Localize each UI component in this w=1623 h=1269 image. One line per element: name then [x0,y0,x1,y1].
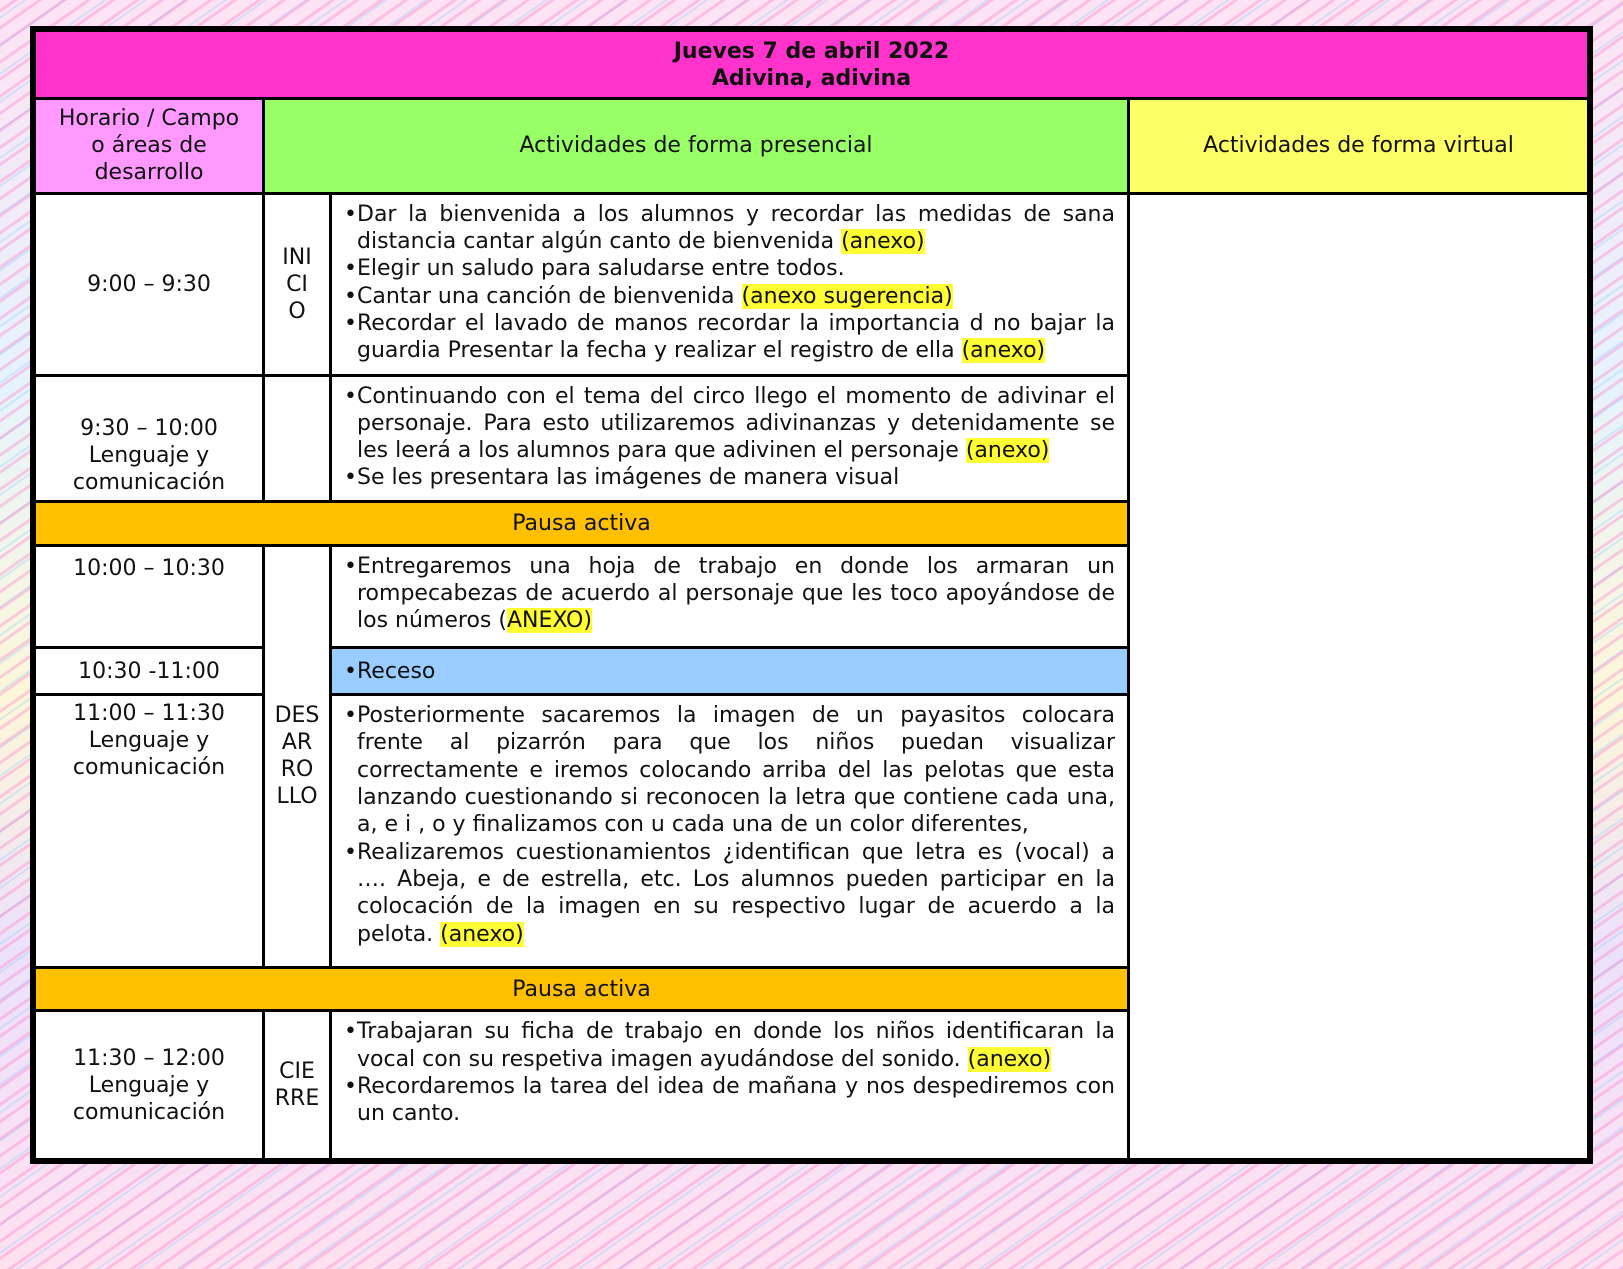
recess-cell [331,648,1129,695]
list-item: • Cantar una canción de bienvenida (anexo sugerencia) [344,283,1115,310]
list-item: • Dar la bienvenida a los alumnos y recordar las medidas de sana distancia cantar algún canto de bienvenida (anexo) [344,201,1115,256]
activity-title: Adivina, adivina [711,65,912,91]
annex-highlight: (anexo sugerencia) [741,283,953,309]
list-item: • Entregaremos una hoja de trabajo en donde los armaran un rompecabezas de acuerdo al personaje que les toco apoyándose de los números (ANEXO) [344,553,1115,635]
time-cell: 11:30 – 12:00 Lenguaje y comunicación [35,1011,264,1160]
annex-highlight: ANEXO) [506,608,592,634]
activity-cell [331,545,1129,648]
activity-list [344,201,1115,365]
time-cell: 10:00 – 10:30 [35,545,264,648]
schedule-table [33,29,1590,1161]
annex-highlight: (anexo) [440,921,524,947]
list-item: • Elegir un saludo para saludarse entre todos. [344,255,1115,282]
title-cell [35,31,1589,99]
schedule-column-header: Horario / Campo o áreas de desarrollo [35,99,264,194]
annex-highlight: (anexo) [961,338,1046,364]
list-item: • Recordar el lavado de manos recordar la importancia d no bajar la guardia Presentar la fecha y realizar el registro de ella (anexo) [344,310,1115,365]
phase-inicio: INI CI O [264,193,331,375]
activity-cell [331,375,1129,501]
phase-empty [264,375,331,501]
annex-highlight: (anexo) [965,438,1050,464]
time-cell: 9:30 – 10:00 Lenguaje y comunicación [35,375,264,501]
virtual-activities-cell [1129,193,1589,1159]
in-person-column-header: Actividades de forma presencial [264,99,1129,194]
phase-desarrollo: DES AR RO LLO [264,545,331,967]
activity-cell [331,695,1129,968]
list-item: • Receso [344,658,1115,685]
annex-highlight: (anexo) [841,229,925,255]
active-break-row: Pausa activa [35,967,1129,1011]
list-item: • Se les presentara las imágenes de manera visual [344,464,1115,491]
activity-cell [331,1011,1129,1160]
list-item: • Posteriormente sacaremos la imagen de un payasitos colocara frente al pizarrón para que los niños puedan visualizar correctamente e iremos colocando arriba del las pelotas que esta lanzando cuestionando si reconocen la letra que contiene cada una, a, e i , o y finalizamos con u cada una de un color diferentes, [344,702,1115,838]
active-break-row: Pausa activa [35,501,1129,545]
virtual-column-header: Actividades de forma virtual [1129,99,1589,194]
list-item: • Trabajaran su ficha de trabajo en donde los niños identificaran la vocal con su respetiva imagen ayudándose del sonido. (anexo) [344,1018,1115,1073]
list-item: • Recordaremos la tarea del idea de mañana y nos despediremos con un canto. [344,1073,1115,1128]
list-item: • Realizaremos cuestionamientos ¿identifican que letra es (vocal) a …. Abeja, e de estrella, etc. Los alumnos pueden participar en la colocación de la imagen en su respectivo lugar de acuerdo a la pelota. (anexo) [344,839,1115,948]
time-cell: 9:00 – 9:30 [35,193,264,375]
date-heading: Jueves 7 de abril 2022 [673,38,950,64]
activity-cell [331,193,1129,375]
time-cell: 10:30 -11:00 [35,648,264,695]
phase-cierre: CIE RRE [264,1011,331,1160]
list-item: • Continuando con el tema del circo llego el momento de adivinar el personaje. Para esto utilizaremos adivinanzas y detenidamente se les leerá a los alumnos para que adivinen el personaje (anexo) [344,383,1115,465]
annex-highlight: (anexo) [967,1046,1052,1072]
schedule-frame [30,26,1593,1164]
time-cell: 11:00 – 11:30 Lenguaje y comunicación [35,695,264,968]
